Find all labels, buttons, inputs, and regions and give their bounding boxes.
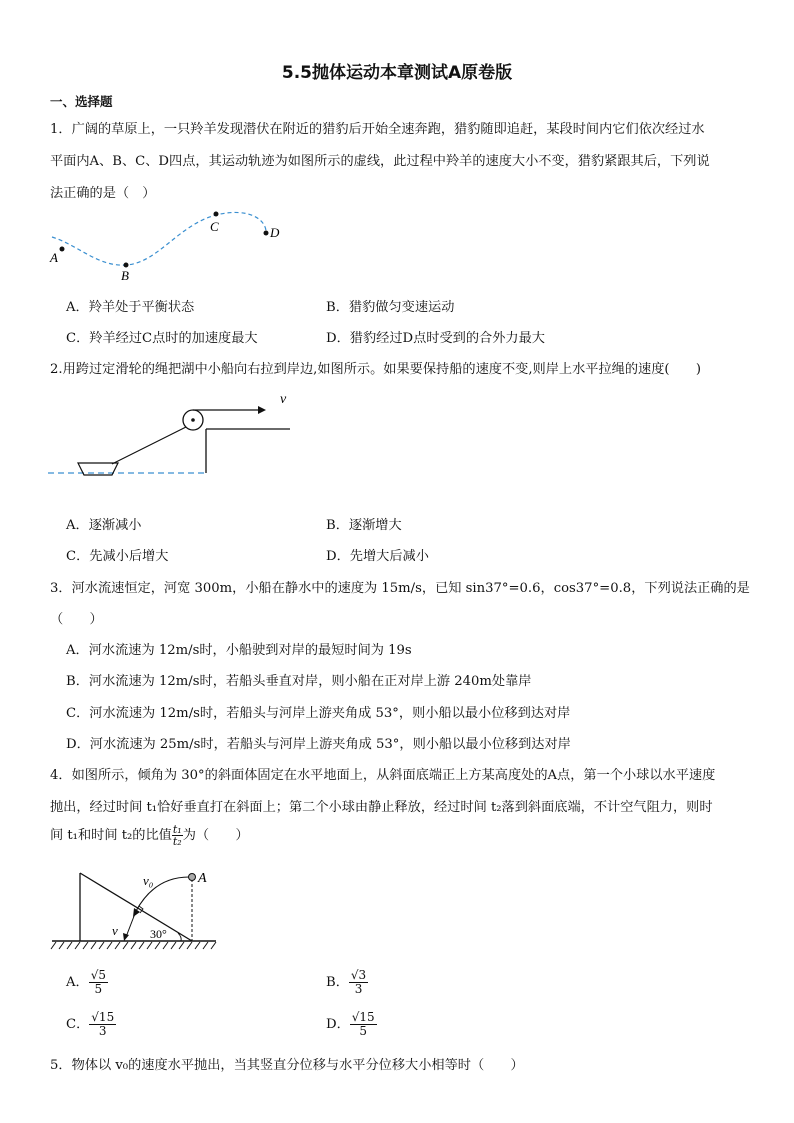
q4-option-c[interactable] [66, 1011, 116, 1038]
q1-option-a[interactable]: A．羚羊处于平衡状态 [66, 300, 195, 315]
option-b-numerator: √3 [350, 968, 367, 982]
impact-arrowhead [123, 933, 129, 941]
q4-line-1: 4．如图所示，倾角为 30°的斜面体固定在水平地面上，从斜面底端正上方某高度处的A点，第一个小球以水平速度 [50, 768, 716, 783]
option-c-numerator: √15 [91, 1010, 115, 1024]
velocity-label-v: v [280, 392, 287, 407]
q1-line-2: 平面内A、B、C、D四点，其运动轨迹为如图所示的虚线，此过程中羚羊的速度大小不变，猎豹紧跟其后，下列说 [50, 154, 710, 169]
q1-option-c[interactable]: C．羚羊经过C点时的加速度最大 [66, 331, 258, 346]
q2-option-b[interactable]: B．逐渐增大 [326, 518, 402, 533]
q1-option-d[interactable]: D．猎豹经过D点时受到的合外力最大 [326, 331, 545, 346]
label-v: v [112, 923, 118, 938]
q4-line-2: 抛出，经过时间 t₁恰好垂直打在斜面上；第二个小球由静止释放，经过时间 t₂落到斜面底端，不计空气阻力，则时 [50, 800, 713, 815]
q2-line: 2.用跨过定滑轮的绳把湖中小船向右拉到岸边,如图所示。如果要保持船的速度不变,则岸上水平拉绳的速度( ) [50, 362, 702, 377]
q1-trajectory-figure [48, 205, 288, 285]
q1-line-1: 1．广阔的草原上，一只羚羊发现潜伏在附近的猎豹后开始全速奔跑，猎豹随即追赶，某段时间内它们依次经过水 [50, 122, 705, 137]
q2-pulley-figure [48, 385, 298, 480]
label-v0: v₀ [143, 873, 154, 888]
q4-line-3 [50, 824, 249, 847]
q5-line: 5．物体以 v₀的速度水平抛出，当其竖直分位移与水平分位移大小相等时（ ） [50, 1058, 524, 1073]
option-a-prefix: A． [66, 975, 89, 990]
q4-option-a[interactable] [66, 969, 108, 996]
option-c-prefix: C． [66, 1017, 90, 1032]
q3-option-d[interactable]: D．河水流速为 25m/s时，若船头与河岸上游夹角成 53°，则小船以最小位移到达对岸 [66, 737, 571, 752]
option-a-numerator: √5 [90, 968, 106, 982]
trajectory-curve [52, 212, 266, 265]
point-d-dot [264, 231, 269, 236]
section-heading: 一、选择题 [50, 94, 113, 109]
option-b-prefix: B． [326, 975, 349, 990]
q3-option-b[interactable]: B．河水流速为 12m/s时，若船头垂直对岸，则小船在正对岸上游 240m处靠岸 [66, 674, 532, 689]
q4-option-d[interactable] [326, 1011, 377, 1038]
q3-line-2: （ ） [50, 612, 103, 627]
option-c-fraction [89, 1011, 116, 1038]
q2-option-d[interactable]: D．先增大后减小 [326, 549, 429, 564]
q2-option-a[interactable]: A．逐渐减小 [66, 518, 142, 533]
impact-velocity-line [126, 911, 136, 937]
option-d-prefix: D． [326, 1017, 350, 1032]
option-d-fraction [350, 1011, 377, 1038]
ball-at-a [189, 874, 196, 881]
point-b-dot [124, 263, 129, 268]
pulley-axle [191, 418, 195, 422]
label-angle: 30° [150, 927, 167, 941]
q4-option-b[interactable] [326, 969, 368, 996]
frac-numerator: t₁ [172, 823, 182, 836]
q2-option-c[interactable]: C．先减小后增大 [66, 549, 169, 564]
option-a-denominator: 5 [94, 982, 103, 996]
q1-line-3: 法正确的是（ ） [50, 186, 156, 201]
option-c-denominator: 3 [98, 1024, 107, 1038]
option-d-denominator: 5 [359, 1024, 368, 1038]
q3-line-1: 3．河水流速恒定，河宽 300m，小船在静水中的速度为 15m/s，已知 sin37°=0.6，cos37°=0.8，下列说法正确的是 [50, 581, 750, 596]
ground-hatching [51, 942, 216, 949]
velocity-arrowhead [258, 406, 266, 414]
label-d: D [270, 225, 280, 240]
q3-option-a[interactable]: A．河水流速为 12m/s时，小船驶到对岸的最短时间为 19s [66, 643, 412, 658]
page-title: 5.5抛体运动本章测试A原卷版 [281, 63, 513, 83]
option-a-fraction [89, 969, 108, 996]
option-d-numerator: √15 [351, 1010, 375, 1024]
label-b: B [121, 268, 129, 283]
q3-option-c[interactable]: C．河水流速为 12m/s时，若船头与河岸上游夹角成 53°，则小船以最小位移到达对岸 [66, 706, 571, 721]
frac-denominator: t₂ [172, 835, 182, 848]
rope-line [112, 427, 186, 464]
incline-slope [80, 873, 192, 941]
label-c: C [210, 219, 219, 234]
q4-line-3-tail: 为（ ） [182, 828, 249, 843]
q1-option-b[interactable]: B．猎豹做匀变速运动 [326, 300, 455, 315]
q4-incline-figure [50, 865, 220, 955]
option-b-denominator: 3 [354, 982, 363, 996]
option-b-fraction [349, 969, 368, 996]
point-a-dot [60, 247, 65, 252]
label-a: A [198, 871, 207, 886]
label-a: A [50, 250, 58, 265]
q4-line-3-text: 间 t₁和时间 t₂的比值 [50, 828, 172, 843]
point-c-dot [214, 212, 219, 217]
t-ratio-fraction [172, 824, 183, 847]
